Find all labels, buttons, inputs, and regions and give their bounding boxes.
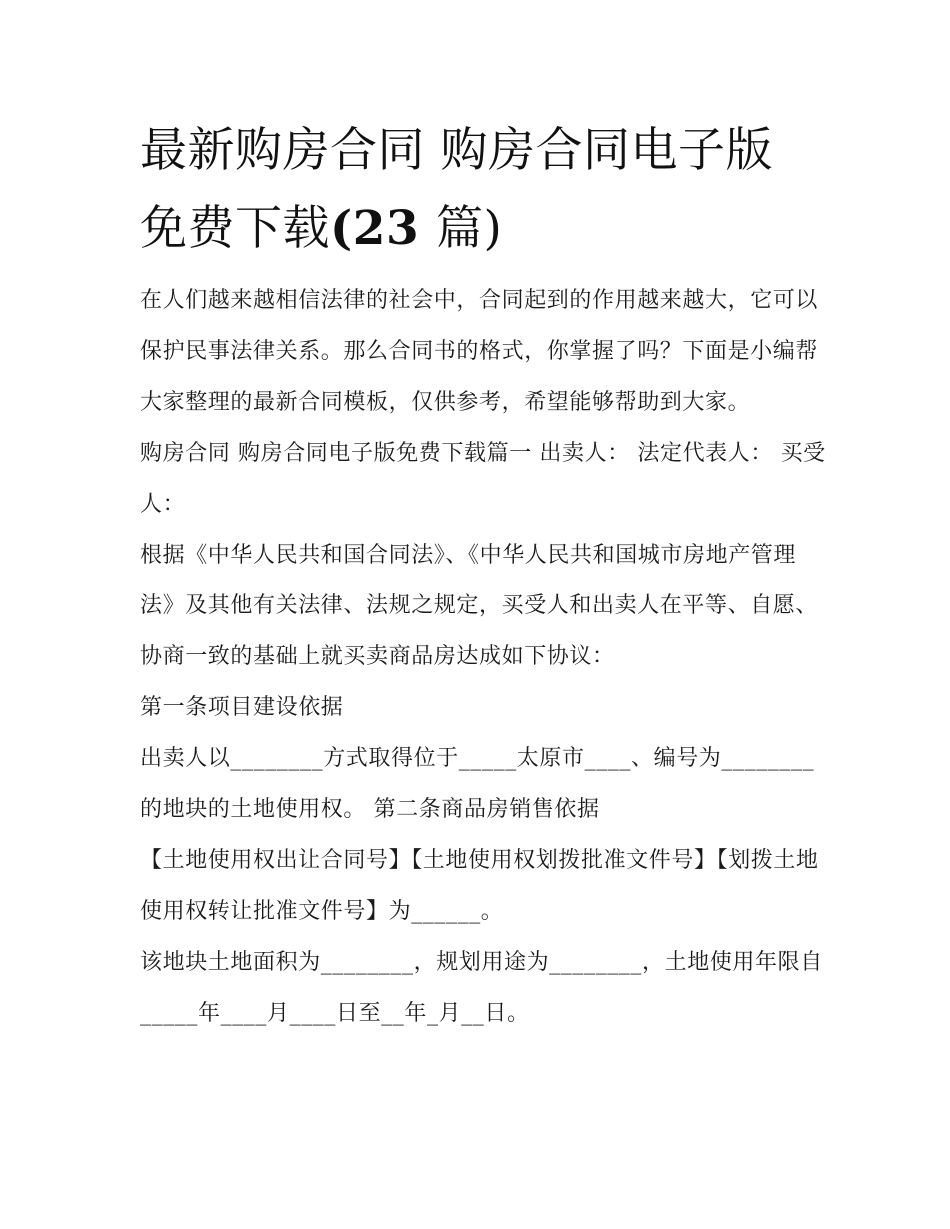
title-text-3: 篇) [436, 201, 503, 256]
land-acquisition-paragraph: 出卖人以________方式取得位于_____太原市____、编号为________的地块的土地使用权。 第二条商品房销售依据 [140, 746, 815, 823]
title-text-2: 免费下载 [140, 201, 330, 256]
article-one-heading: 第一条项目建设依据 [140, 695, 344, 721]
title-count: (23 [330, 201, 437, 256]
document-body [140, 276, 830, 1040]
title-text-1: 最新购房合同 购房合同电子版 [140, 123, 773, 178]
land-area-paragraph: 该地块土地面积为________，规划用途为________，土地使用年限自_____年____月____日至__年_月__日。 [140, 949, 823, 1026]
intro-paragraph: 在人们越来越相信法律的社会中，合同起到的作用越来越大，它可以保护民事法律关系。那么合同书的格式，你掌握了吗？下面是小编帮大家整理的最新合同模板，仅供参考，希望能够帮助到大家。 [140, 288, 819, 415]
document-title [140, 112, 830, 268]
permit-numbers-paragraph: 【土地使用权出让合同号】【土地使用权划拨批准文件号】【划拨土地使用权转让批准文件号】为______。 [140, 847, 819, 924]
parties-paragraph: 购房合同 购房合同电子版免费下载篇一 出卖人： 法定代表人： 买受人： [140, 440, 826, 517]
legal-basis-paragraph: 根据《中华人民共和国合同法》、《中华人民共和国城市房地产管理法》及其他有关法律、法规之规定，买受人和出卖人在平等、自愿、协商一致的基础上就买卖商品房达成如下协议： [140, 542, 819, 670]
